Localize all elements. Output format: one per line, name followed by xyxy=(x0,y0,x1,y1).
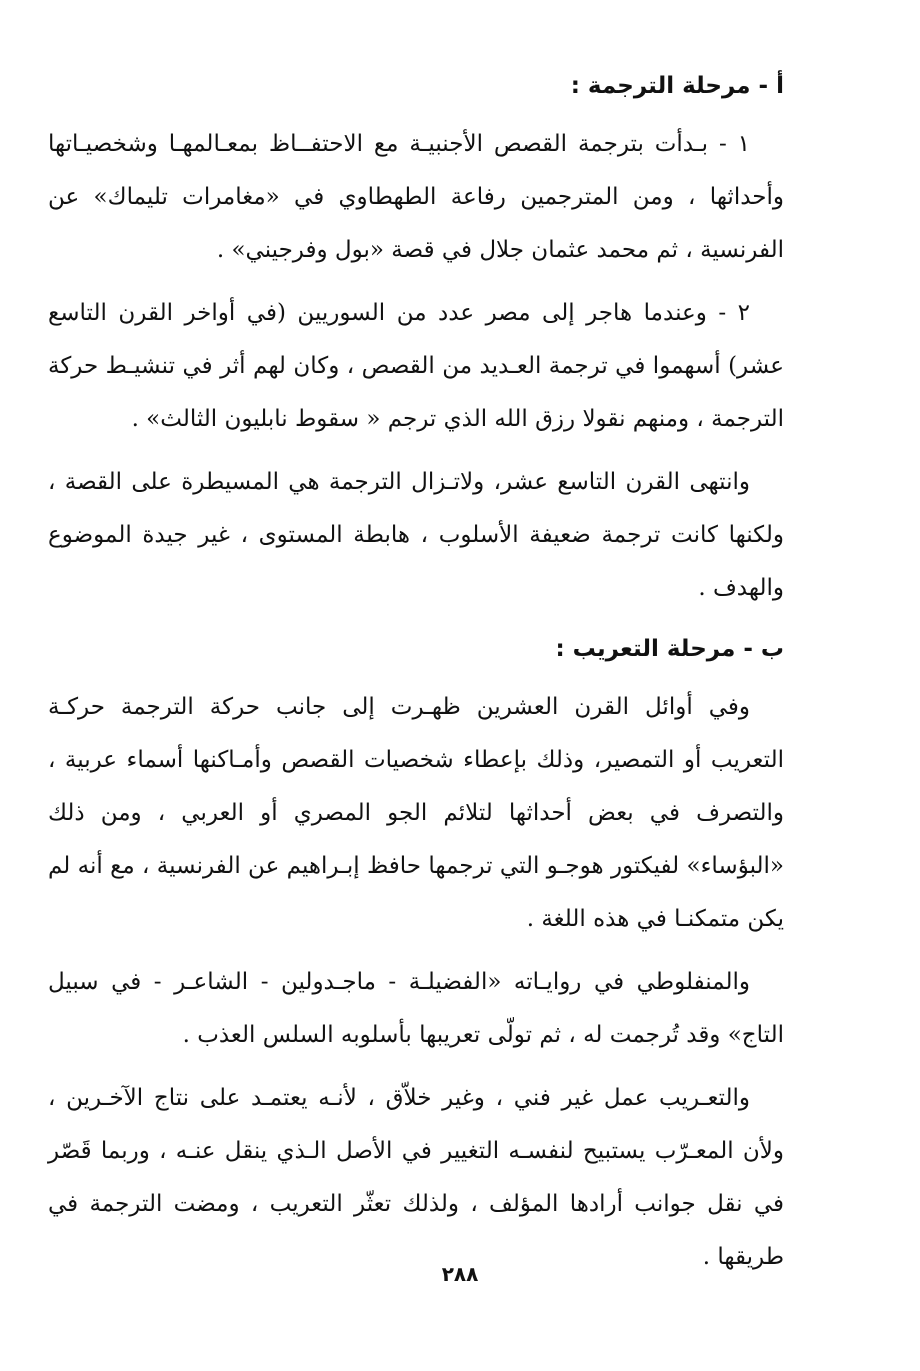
section-b-paragraph-2: والمنفلوطي في روايـاته «الفضيلـة - ماجـدولين - الشاعـر - في سبيل التاج» وقد تُرجمت له ، ثم تولّى تعريبها بأسلوبه السلس العذب . xyxy=(48,969,784,1048)
section-a-paragraph-2: ٢ - وعندما هاجر إلى مصر عدد من السوريين (في أواخر القرن التاسع عشر) أسهموا في ترجمة العـديد من القصص ، وكان لهم أثر في تنشيـط حركة الترجمة ، ومنهم نقولا رزق الله الذي ترجم « سقوط نابليون الثالث» . xyxy=(48,300,784,432)
section-a-paragraph-1: ١ - بـدأت بترجمة القصص الأجنبيـة مع الاحتفــاظ بمعـالمهـا وشخصيـاتها وأحداثها ، ومن المترجمين رفاعة الطهطاوي في «مغامرات تليماك» عن الفرنسية ، ثم محمد عثمان جلال في قصة «بول وفرجيني» . xyxy=(48,131,784,263)
section-a-paragraph-3: وانتهى القرن التاسع عشر، ولاتـزال الترجمة هي المسيطرة على القصة ، ولكنها كانت ترجمة ضعيفة الأسلوب ، هابطة المستوى ، غير جيدة الموضوع والهدف . xyxy=(48,469,784,601)
section-b-paragraph-3: والتعـريب عمل غير فني ، وغير خلاّق ، لأنـه يعتمـد على نتاج الآخـرين ، ولأن المعـرّب يستبيح لنفسـه التغيير في الأصل الـذي ينقل عنـه ، وربما قَصّر في نقل جوانب أرادها المؤلف ، ولذلك تعثّر التعريب ، ومضت الترجمة في طريقها . xyxy=(48,1085,784,1270)
section-b-heading: ب - مرحلة التعريب : xyxy=(555,636,784,662)
section-a-heading: أ - مرحلة الترجمة : xyxy=(570,73,784,99)
page-number: ٢٨٨ xyxy=(441,1262,479,1286)
page-body xyxy=(48,62,784,1294)
section-b-paragraph-1: وفي أوائل القرن العشرين ظهـرت إلى جانب حركة الترجمة حركـة التعريب أو التمصير، وذلك بإعطاء شخصيات القصص وأمـاكنها أسماء عربية ، والتصرف في بعض أحداثها لتلائم الجو المصري أو العربي ، ومن ذلك «البؤساء» لفيكتور هوجـو التي ترجمها حافظ إبـراهيم عن الفرنسية ، مع أنه لم يكن متمكنـا في هذه اللغة . xyxy=(48,694,784,932)
